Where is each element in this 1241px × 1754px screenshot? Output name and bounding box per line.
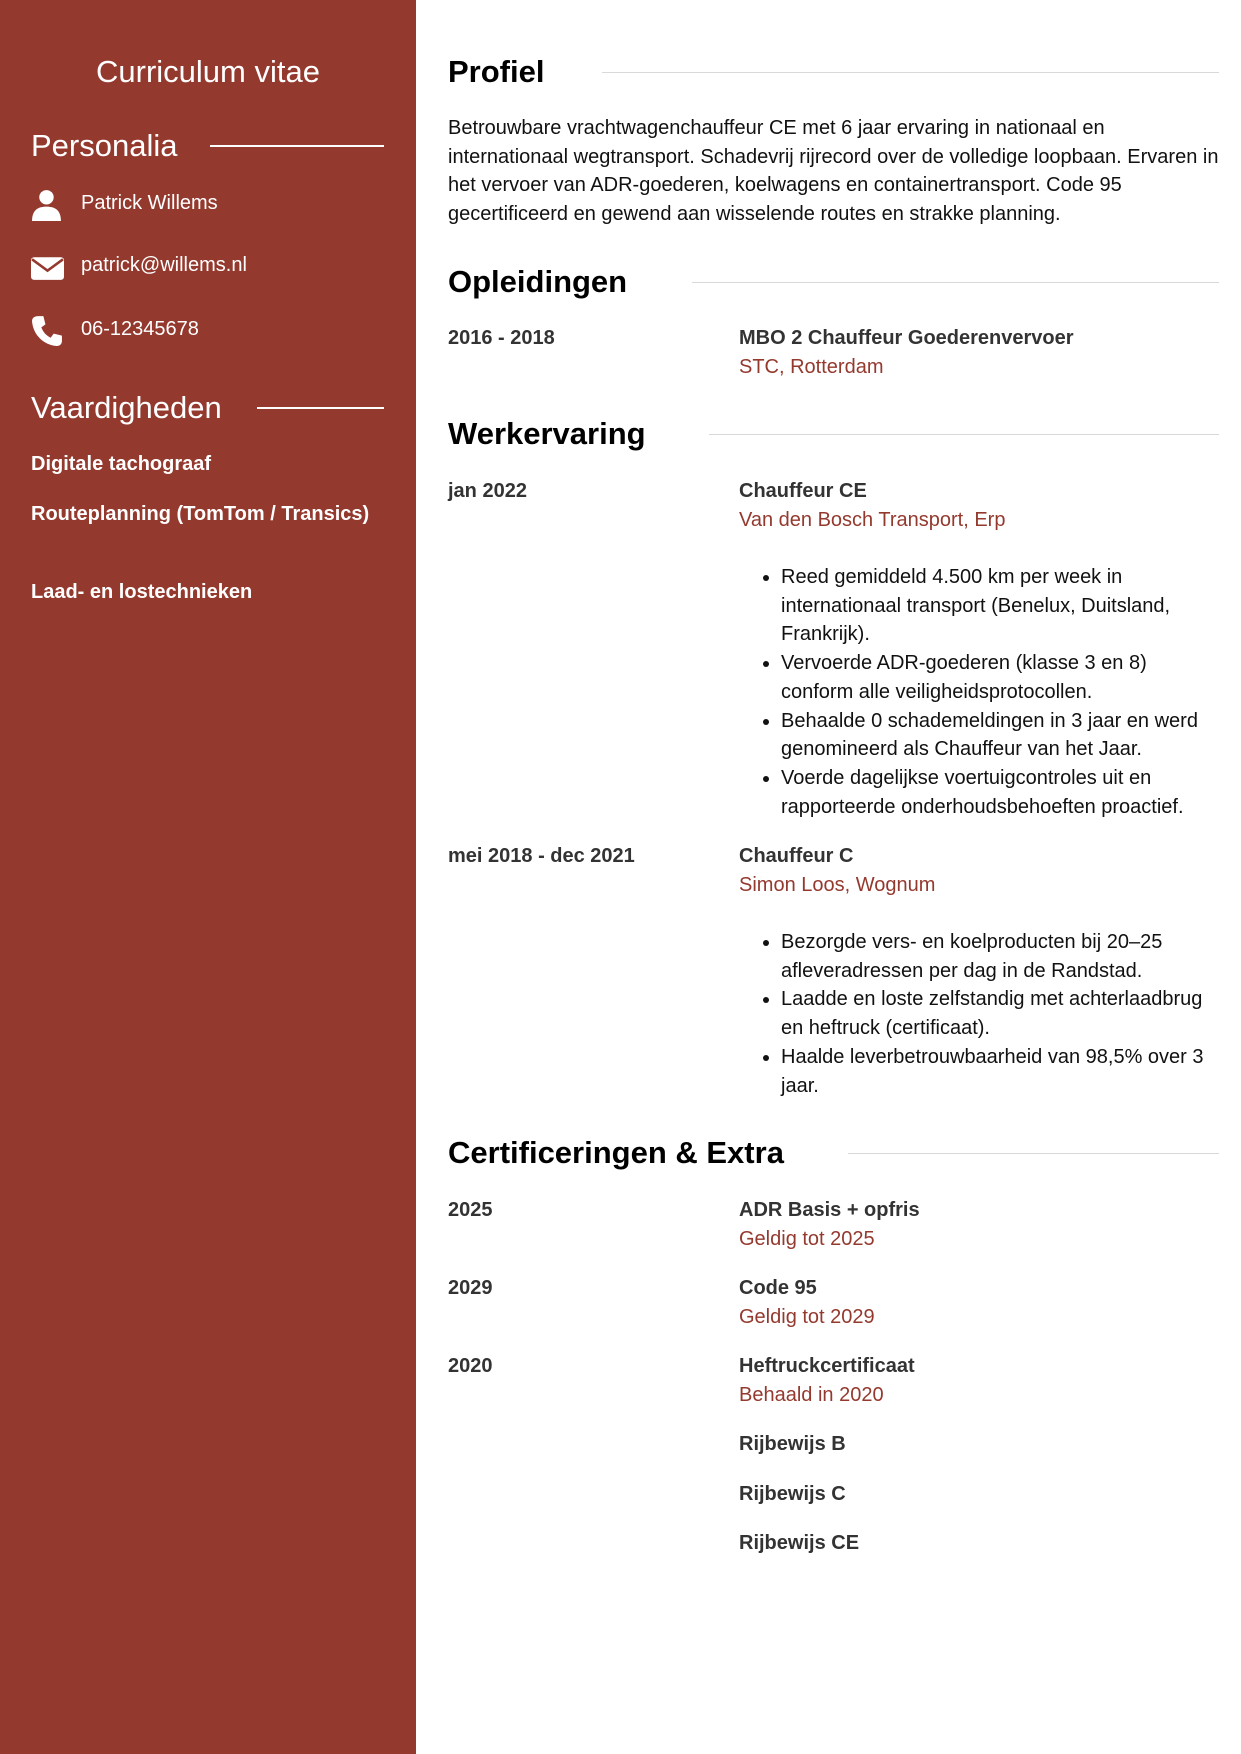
contact-email[interactable] [31, 246, 391, 286]
entry-subtitle: Geldig tot 2025 [739, 1228, 875, 1250]
entry-subtitle: Simon Loos, Wognum [739, 874, 936, 896]
entry-subtitle: Geldig tot 2029 [739, 1306, 875, 1328]
profile-heading: Profiel [448, 50, 544, 94]
contact-name [31, 184, 391, 224]
bullet-item: • Reed gemiddeld 4.500 km per week in internationaal transport (Benelux, Duitsland, Frankrijk). [781, 563, 1219, 649]
entry-subtitle: Van den Bosch Transport, Erp [739, 509, 1006, 531]
entry-title: Chauffeur CE [739, 480, 867, 502]
skill-item: Routeplanning (TomTom / Transics) [31, 503, 370, 525]
cv-title: Curriculum vitae [96, 54, 320, 89]
entry-title: Code 95 [739, 1277, 817, 1299]
certifications-section-header [448, 1131, 1219, 1175]
section-divider [692, 282, 1219, 283]
profile-text: Betrouwbare vrachtwagenchauffeur CE met 6 jaar ervaring in nationaal en internationaal wegtransport. Schadevrij rijrecord over de volledige loopbaan. Ervaren in het vervoer van ADR-goederen, koelwagens en containertransport. Code 95 gecertificeerd en gewend aan wisselende routes en strakke planning. [448, 117, 1219, 226]
person-icon [31, 188, 64, 221]
personalia-heading: Personalia [31, 128, 178, 163]
bullet-item: • Bezorgde vers- en koelproducten bij 20–25 afleveradressen per dag in de Randstad. [781, 928, 1219, 985]
entry-date: jan 2022 [448, 480, 527, 502]
bullet-item: • Haalde leverbetrouwbaarheid van 98,5% over 3 jaar. [781, 1043, 1219, 1100]
section-divider [848, 1153, 1219, 1154]
education-section-header [448, 260, 1219, 304]
work-bullets [739, 928, 1219, 1100]
entry-title: Rijbewijs CE [739, 1532, 860, 1554]
certifications-heading: Certificeringen & Extra [448, 1131, 784, 1175]
entry-date: 2016 - 2018 [448, 327, 555, 349]
skills-divider [257, 407, 384, 409]
work-bullets [739, 563, 1219, 821]
education-heading: Opleidingen [448, 260, 627, 304]
contact-phone[interactable] [31, 310, 391, 350]
contact-name-text: Patrick Willems [81, 192, 218, 214]
entry-date: 2020 [448, 1355, 493, 1377]
section-divider [709, 434, 1219, 435]
section-divider [602, 72, 1219, 73]
personalia-divider [210, 145, 384, 147]
entry-subtitle: STC, Rotterdam [739, 356, 884, 378]
work-section-header [448, 412, 1219, 456]
entry-date: 2025 [448, 1199, 493, 1221]
bullet-item: • Laadde en loste zelfstandig met achterlaadbrug en heftruck (certificaat). [781, 985, 1219, 1042]
entry-title: Rijbewijs B [739, 1433, 846, 1455]
work-heading: Werkervaring [448, 412, 646, 456]
contact-email-text[interactable]: patrick@willems.nl [81, 254, 247, 276]
envelope-icon [31, 250, 64, 283]
bullet-item: • Voerde dagelijkse voertuigcontroles uit en rapporteerde onderhoudsbehoeften proactief. [781, 764, 1219, 821]
phone-icon [31, 314, 64, 347]
sidebar [0, 0, 416, 1754]
entry-date: mei 2018 - dec 2021 [448, 845, 635, 867]
entry-title: Heftruckcertificaat [739, 1355, 915, 1377]
bullet-item: • Behaalde 0 schademeldingen in 3 jaar en werd genomineerd als Chauffeur van het Jaar. [781, 707, 1219, 764]
main-content [416, 0, 1241, 1754]
entry-date: 2029 [448, 1277, 493, 1299]
skill-item: Laad- en lostechnieken [31, 581, 253, 603]
contact-phone-text[interactable]: 06-12345678 [81, 318, 199, 340]
profile-section-header [448, 50, 1219, 94]
skill-item: Digitale tachograaf [31, 453, 212, 475]
entry-title: MBO 2 Chauffeur Goederenvervoer [739, 327, 1074, 349]
bullet-item: • Vervoerde ADR-goederen (klasse 3 en 8) conform alle veiligheidsprotocollen. [781, 649, 1219, 706]
entry-title: ADR Basis + opfris [739, 1199, 920, 1221]
entry-title: Rijbewijs C [739, 1483, 846, 1505]
entry-subtitle: Behaald in 2020 [739, 1384, 884, 1406]
skills-heading: Vaardigheden [31, 390, 222, 425]
entry-title: Chauffeur C [739, 845, 854, 867]
